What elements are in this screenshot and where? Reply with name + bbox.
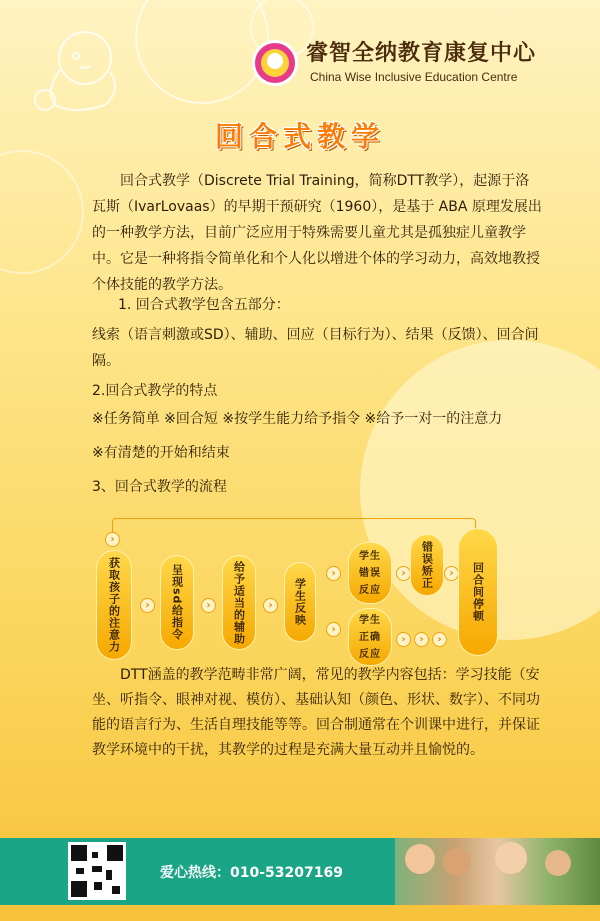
hotline-text: 爱心热线：010-53207169 <box>160 865 343 881</box>
child-photo <box>545 850 571 876</box>
flow-step-label: 回合间停顿 <box>471 562 485 622</box>
loop-back-line <box>112 518 476 533</box>
flow-arrow-icon: › <box>263 598 278 613</box>
features-line-1: ※任务简单 ※回合短 ※按学生能力给予指令 ※给予一对一的注意力 <box>92 411 503 427</box>
flow-arrow-icon: › <box>396 632 411 647</box>
decorative-circle <box>0 150 84 274</box>
flow-wrong-mid: 错误 <box>359 567 381 579</box>
flow-arrow-icon: › <box>444 566 459 581</box>
flow-wrong-top: 学生 <box>359 550 381 562</box>
flow-step-inter-trial-pause <box>458 528 498 656</box>
flow-wrong-bottom: 反应 <box>359 584 381 596</box>
page-title: 回合式教学 <box>214 120 385 153</box>
child-photo <box>443 848 471 876</box>
child-photo <box>405 844 435 874</box>
flow-arrow-icon: › <box>326 622 341 637</box>
child-photo <box>495 842 527 874</box>
center-logo <box>252 40 298 86</box>
features-line-2: ※有清楚的开始和结束 <box>92 445 230 461</box>
flow-step-label: 获取孩子的注意力 <box>107 557 121 653</box>
flow-step-student-response <box>284 562 316 642</box>
flow-step-get-attention <box>96 550 132 660</box>
closing-paragraph: DTT涵盖的教学范畴非常广阔，常见的教学内容包括：学习技能（安坐、听指令、眼神对视、模仿）、基础认知（颜色、形状、数字）、不同功能的语言行为、生活自理技能等等。回合制通常在个训课中进行，并保证教学环境中的干扰，其教学的过程是充满大量互动并且愉悦的。 <box>92 667 540 758</box>
qr-code-icon <box>68 842 126 900</box>
flow-step-give-instruction <box>160 555 194 650</box>
logo-child-face <box>267 53 283 69</box>
flow-arrow-icon: › <box>201 598 216 613</box>
flow-heading: 3、回合式教学的流程 <box>92 479 227 495</box>
intro-paragraph: 回合式教学（Discrete Trial Training，简称DTT教学），起源于洛瓦斯（IvarLovaas）的早期干预研究（1960），是基于 ABA 原理发展出的一种教学方法，目前广泛应用于特殊需要儿童尤其是孤独症儿童教学中。它是一种将指令简单化和个人化以增进个体的学习动力，高效地教授个体技能的教学方法。 <box>92 173 542 293</box>
five-parts-heading: 1. 回合式教学包含五部分： <box>118 297 290 313</box>
flow-right-top: 学生 <box>359 614 381 626</box>
flow-step-label: 错误矫正 <box>420 541 434 589</box>
flow-wrong-response <box>348 542 392 604</box>
org-name-en: China Wise Inclusive Education Centre <box>310 70 518 84</box>
footer-bar <box>0 838 600 905</box>
flow-arrow-icon: › <box>414 632 429 647</box>
flow-arrow-icon: › <box>326 566 341 581</box>
flow-arrow-icon: › <box>396 566 411 581</box>
org-name-cn: 睿智全纳教育康复中心 <box>306 41 537 66</box>
five-parts-body: 线索（语言刺激或SD）、辅助、回应（目标行为）、结果（反馈）、回合间隔。 <box>92 327 539 369</box>
flow-right-mid: 正确 <box>359 631 381 643</box>
children-photo-strip <box>395 838 600 905</box>
dtt-flow-diagram <box>0 510 600 660</box>
flow-arrow-icon: › <box>140 598 155 613</box>
flow-step-label: 呈现sd给指令 <box>170 564 184 641</box>
header <box>0 36 600 96</box>
logo-inner-circle <box>261 49 289 77</box>
flow-right-response <box>348 608 392 666</box>
flow-step-prompt <box>222 555 256 650</box>
flow-step-label: 学生反映 <box>293 578 307 626</box>
loop-arrow-icon: › <box>105 532 120 547</box>
flow-right-bottom: 反应 <box>359 648 381 660</box>
flow-step-label: 给予适当的辅助 <box>232 560 246 645</box>
flow-arrow-icon: › <box>432 632 447 647</box>
features-heading: 2.回合式教学的特点 <box>92 383 218 399</box>
flow-step-correction <box>410 534 444 596</box>
